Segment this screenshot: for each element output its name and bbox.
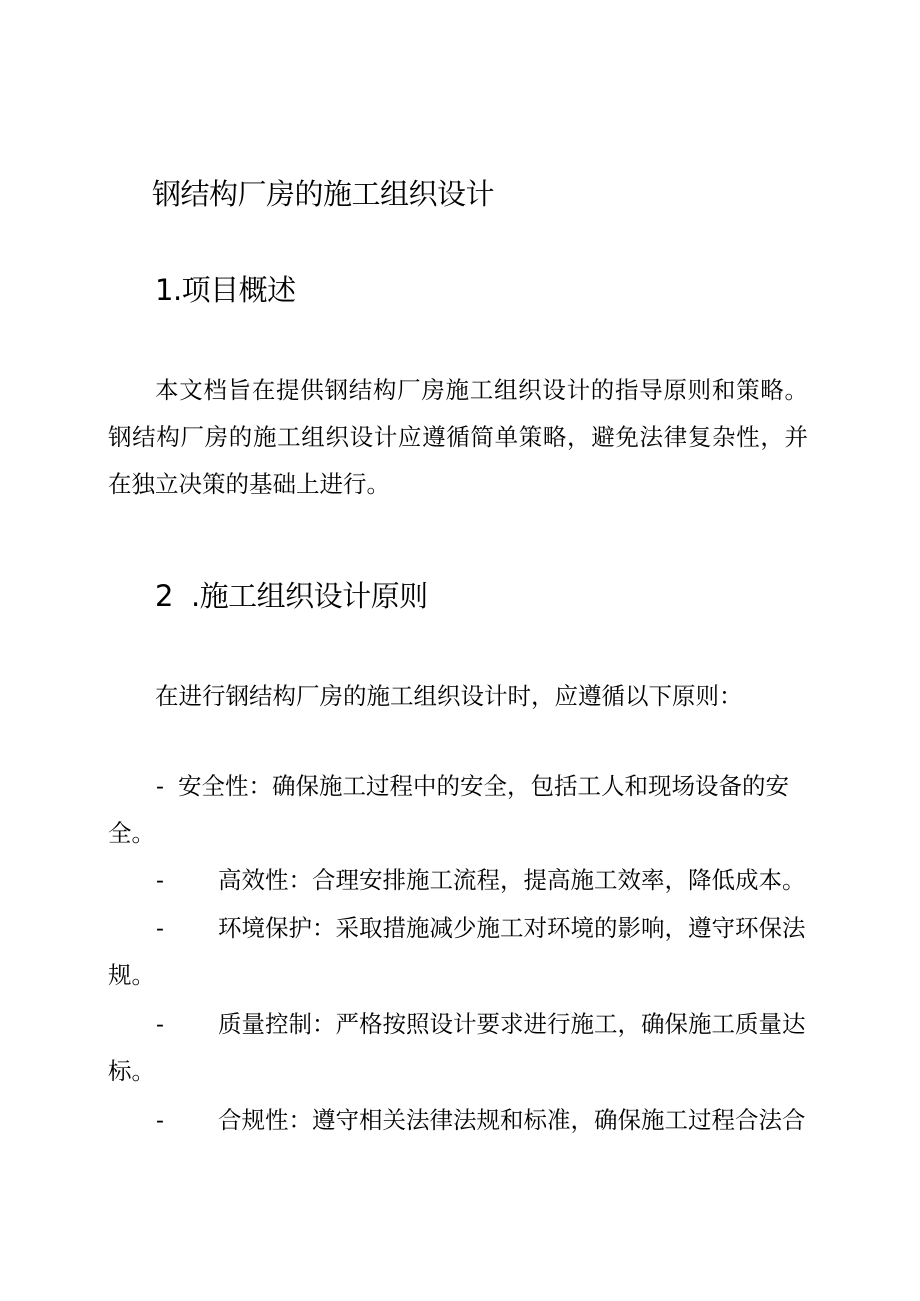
section-1-paragraph: 本文档旨在提供钢结构厂房施工组织设计的指导原则和策略。钢结构厂房的施工组织设计应遵循简单策略，避免法律复杂性，并在独立决策的基础上进行。 <box>108 376 808 498</box>
list-item <box>108 905 808 999</box>
list-item-text: 高效性：合理安排施工流程，提高施工效率，降低成本。 <box>218 866 806 894</box>
section-2-number: 2 <box>155 579 173 613</box>
list-item-text: 安全性：确保施工过程中的安全，包括工人和现场设备的安全。 <box>108 772 789 847</box>
section-1-number: 1. <box>155 273 182 307</box>
bullet-dash: - <box>156 772 164 800</box>
bullet-dash: - <box>156 1106 164 1134</box>
document-title: 钢结构厂房的施工组织设计 <box>152 177 495 211</box>
bullet-dash: - <box>156 866 164 894</box>
list-item <box>108 1097 808 1144</box>
bullet-dash: - <box>156 1010 164 1038</box>
list-item-text: 合规性：遵守相关法律法规和标准，确保施工过程合法合 <box>218 1106 806 1134</box>
list-item-text: 环境保护：采取措施减少施工对环境的影响，遵守环保法规。 <box>108 914 806 989</box>
section-2-title: .施工组织设计原则 <box>190 579 428 613</box>
list-item <box>108 1001 808 1095</box>
section-2-intro: 在进行钢结构厂房的施工组织设计时，应遵循以下原则： <box>155 682 743 710</box>
bullet-dash: - <box>156 914 164 942</box>
section-1-title: 项目概述 <box>181 273 296 307</box>
section-1-heading <box>155 272 296 308</box>
list-item-text: 质量控制：严格按照设计要求进行施工，确保施工质量达标。 <box>108 1010 806 1085</box>
section-2-heading <box>155 578 428 614</box>
list-item <box>108 857 808 904</box>
list-item <box>108 763 808 857</box>
